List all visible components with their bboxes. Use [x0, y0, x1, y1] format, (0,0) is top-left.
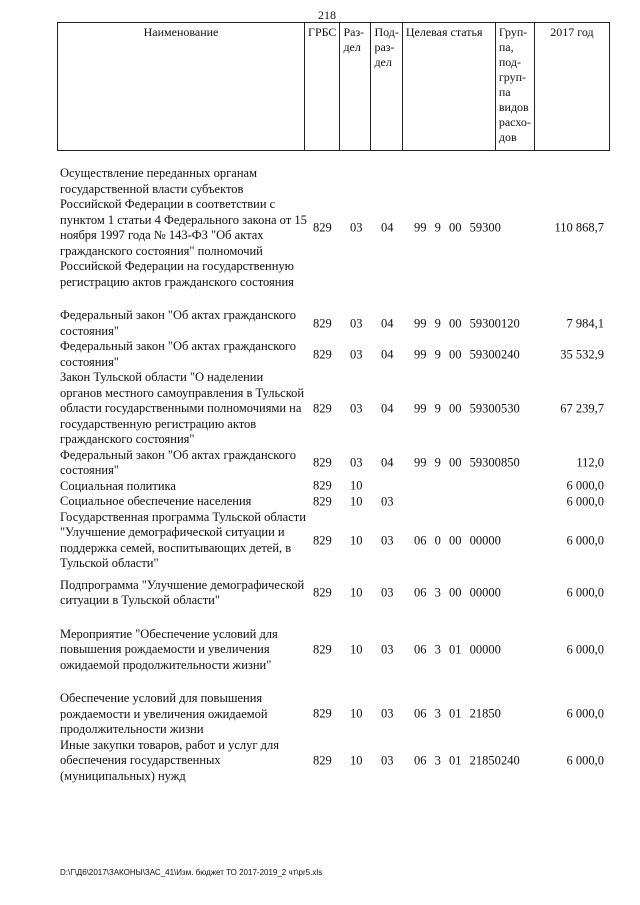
row-group: 240: [501, 753, 520, 767]
row-grbs: 829: [313, 494, 332, 508]
row-value: 6 000,0: [566, 753, 604, 767]
row-grbs: 829: [313, 478, 332, 493]
row-name: Закон Тульской области "О наделении органов местного самоуправления в Тульской области государственными полномочиями на государственную регистрацию актов гражданского состояния": [60, 370, 305, 446]
header-grbs: ГРБС: [305, 23, 340, 151]
row-razdel: 03: [350, 220, 363, 235]
row-podrazdel: 04: [381, 220, 394, 235]
row-target: 99 9 00 59300: [414, 220, 501, 235]
row-name: Государственная программа Тульской области "Улучшение демографической ситуации и поддержка семей, воспитывающих детей, в Тульской области": [60, 509, 306, 570]
table-row: [60, 339, 610, 370]
row-razdel: 10: [350, 478, 363, 493]
table-body: [60, 166, 610, 784]
header-podrazdel-line: Под-: [374, 25, 399, 39]
row-razdel: 03: [350, 455, 363, 470]
table-row: [60, 448, 610, 479]
row-name: Осуществление переданных органам государственной власти субъектов Российской Федерации в соответствии с пунктом 1 статьи 4 Федерального закона от 15 ноября 1997 года № 143-ФЗ "Об актах гражданского состояния" полномочий Российской Федерации на государственную регистрацию актов гражданского состояния: [60, 166, 307, 289]
row-grbs: 829: [313, 401, 332, 415]
row-podrazdel: 03: [381, 532, 394, 547]
row-target: 06 0 00 00000: [414, 532, 501, 547]
row-grbs: 829: [313, 315, 332, 330]
header-year: 2017 год: [534, 23, 609, 151]
row-name: Федеральный закон "Об актах гражданского состояния": [60, 447, 296, 477]
table-row: [60, 578, 610, 609]
row-podrazdel: 03: [381, 642, 394, 656]
row-razdel: 10: [350, 706, 363, 721]
row-grbs: 829: [313, 642, 332, 656]
row-podrazdel: 04: [381, 455, 394, 470]
row-razdel: 03: [350, 401, 363, 415]
row-group: 530: [501, 401, 520, 415]
header-group: [495, 23, 534, 151]
file-path-footer: D:\Г\Д6\2017\ЗАКОНЫ\ЗАС_41\Изм. бюджет ТО 2017-2019_2 чт\pr5.xls: [60, 868, 323, 877]
row-podrazdel: 03: [381, 753, 394, 767]
table-row: [60, 166, 610, 290]
row-name: Федеральный закон "Об актах гражданского состояния": [60, 308, 296, 338]
row-target: 99 9 00 59300: [414, 315, 501, 330]
row-target: 06 3 01 00000: [414, 642, 501, 656]
page-number: 218: [318, 8, 336, 22]
row-target: 99 9 00 59300: [414, 455, 501, 470]
header-target: Целевая статья: [402, 23, 495, 151]
row-target: 06 3 01 21850: [414, 706, 501, 721]
header-group-line: под-: [498, 55, 522, 69]
row-razdel: 03: [350, 346, 363, 361]
row-razdel: 10: [350, 532, 363, 547]
header-group-line: па: [498, 85, 511, 99]
row-grbs: 829: [313, 220, 332, 235]
row-razdel: 10: [350, 642, 363, 656]
table-row: [60, 479, 610, 495]
table-row: [60, 308, 610, 339]
header-name: Наименование: [58, 23, 305, 151]
table-row: [60, 627, 610, 674]
row-grbs: 829: [313, 753, 332, 767]
header-podrazdel-line: дел: [374, 55, 392, 69]
header-razdel: [340, 23, 371, 151]
header-group-line: груп-: [498, 70, 527, 84]
table-row: [60, 738, 610, 785]
header-group-line: видов: [498, 100, 529, 114]
row-name: Мероприятие "Обеспечение условий для повышения рождаемости и увеличения ожидаемой продолжительности жизни": [60, 626, 278, 672]
row-name: Социальное обеспечение населения: [60, 494, 252, 508]
row-grbs: 829: [313, 455, 332, 470]
row-podrazdel: 04: [381, 401, 394, 415]
header-razdel-line: Раз-: [343, 25, 365, 39]
row-target: 99 9 00 59300: [414, 346, 501, 361]
row-target: 99 9 00 59300: [414, 401, 501, 415]
header-podrazdel: [371, 23, 402, 151]
row-group: 240: [501, 346, 520, 361]
row-value: 6 000,0: [566, 494, 604, 508]
row-podrazdel: 03: [381, 494, 394, 508]
row-name: Федеральный закон "Об актах гражданского состояния": [60, 339, 296, 369]
row-name: Обеспечение условий для повышения рождаемости и увеличения ожидаемой продолжительности жизни: [60, 691, 268, 736]
row-grbs: 829: [313, 532, 332, 547]
table-header: [57, 22, 610, 151]
row-podrazdel: 04: [381, 346, 394, 361]
row-grbs: 829: [313, 706, 332, 721]
row-value: 6 000,0: [566, 642, 604, 656]
row-name: Иные закупки товаров, работ и услуг для обеспечения государственных (муниципальных) нужд: [60, 737, 280, 783]
header-group-line: па,: [498, 40, 514, 54]
row-razdel: 10: [350, 585, 363, 600]
header-group-line: дов: [498, 130, 517, 144]
row-value: 6 000,0: [566, 478, 604, 493]
row-podrazdel: 03: [381, 706, 394, 721]
row-razdel: 10: [350, 494, 363, 508]
row-target: 06 3 00 00000: [414, 585, 501, 600]
row-value: 6 000,0: [566, 532, 604, 547]
row-name: Социальная политика: [60, 478, 176, 493]
header-group-line: Груп-: [498, 25, 528, 39]
row-razdel: 10: [350, 753, 363, 767]
row-name: Подпрограмма "Улучшение демографической ситуации в Тульской области": [60, 577, 305, 607]
row-value: 67 239,7: [560, 401, 604, 415]
row-value: 7 984,1: [566, 315, 604, 330]
header-podrazdel-line: раз-: [374, 40, 395, 54]
table-row: [60, 370, 610, 448]
header-razdel-line: дел: [343, 40, 361, 54]
row-grbs: 829: [313, 585, 332, 600]
row-group: 850: [501, 455, 520, 470]
row-value: 112,0: [576, 455, 604, 470]
row-value: 35 532,9: [560, 346, 604, 361]
header-group-line: расхо-: [498, 115, 531, 129]
row-group: 120: [501, 315, 520, 330]
row-podrazdel: 03: [381, 585, 394, 600]
row-razdel: 03: [350, 315, 363, 330]
table-row: [60, 691, 610, 738]
row-value: 110 868,7: [554, 220, 604, 235]
table-row: [60, 494, 610, 510]
row-podrazdel: 04: [381, 315, 394, 330]
row-target: 06 3 01 21850: [414, 753, 501, 767]
row-value: 6 000,0: [566, 706, 604, 721]
table-row: [60, 510, 610, 572]
row-grbs: 829: [313, 346, 332, 361]
row-value: 6 000,0: [566, 585, 604, 600]
